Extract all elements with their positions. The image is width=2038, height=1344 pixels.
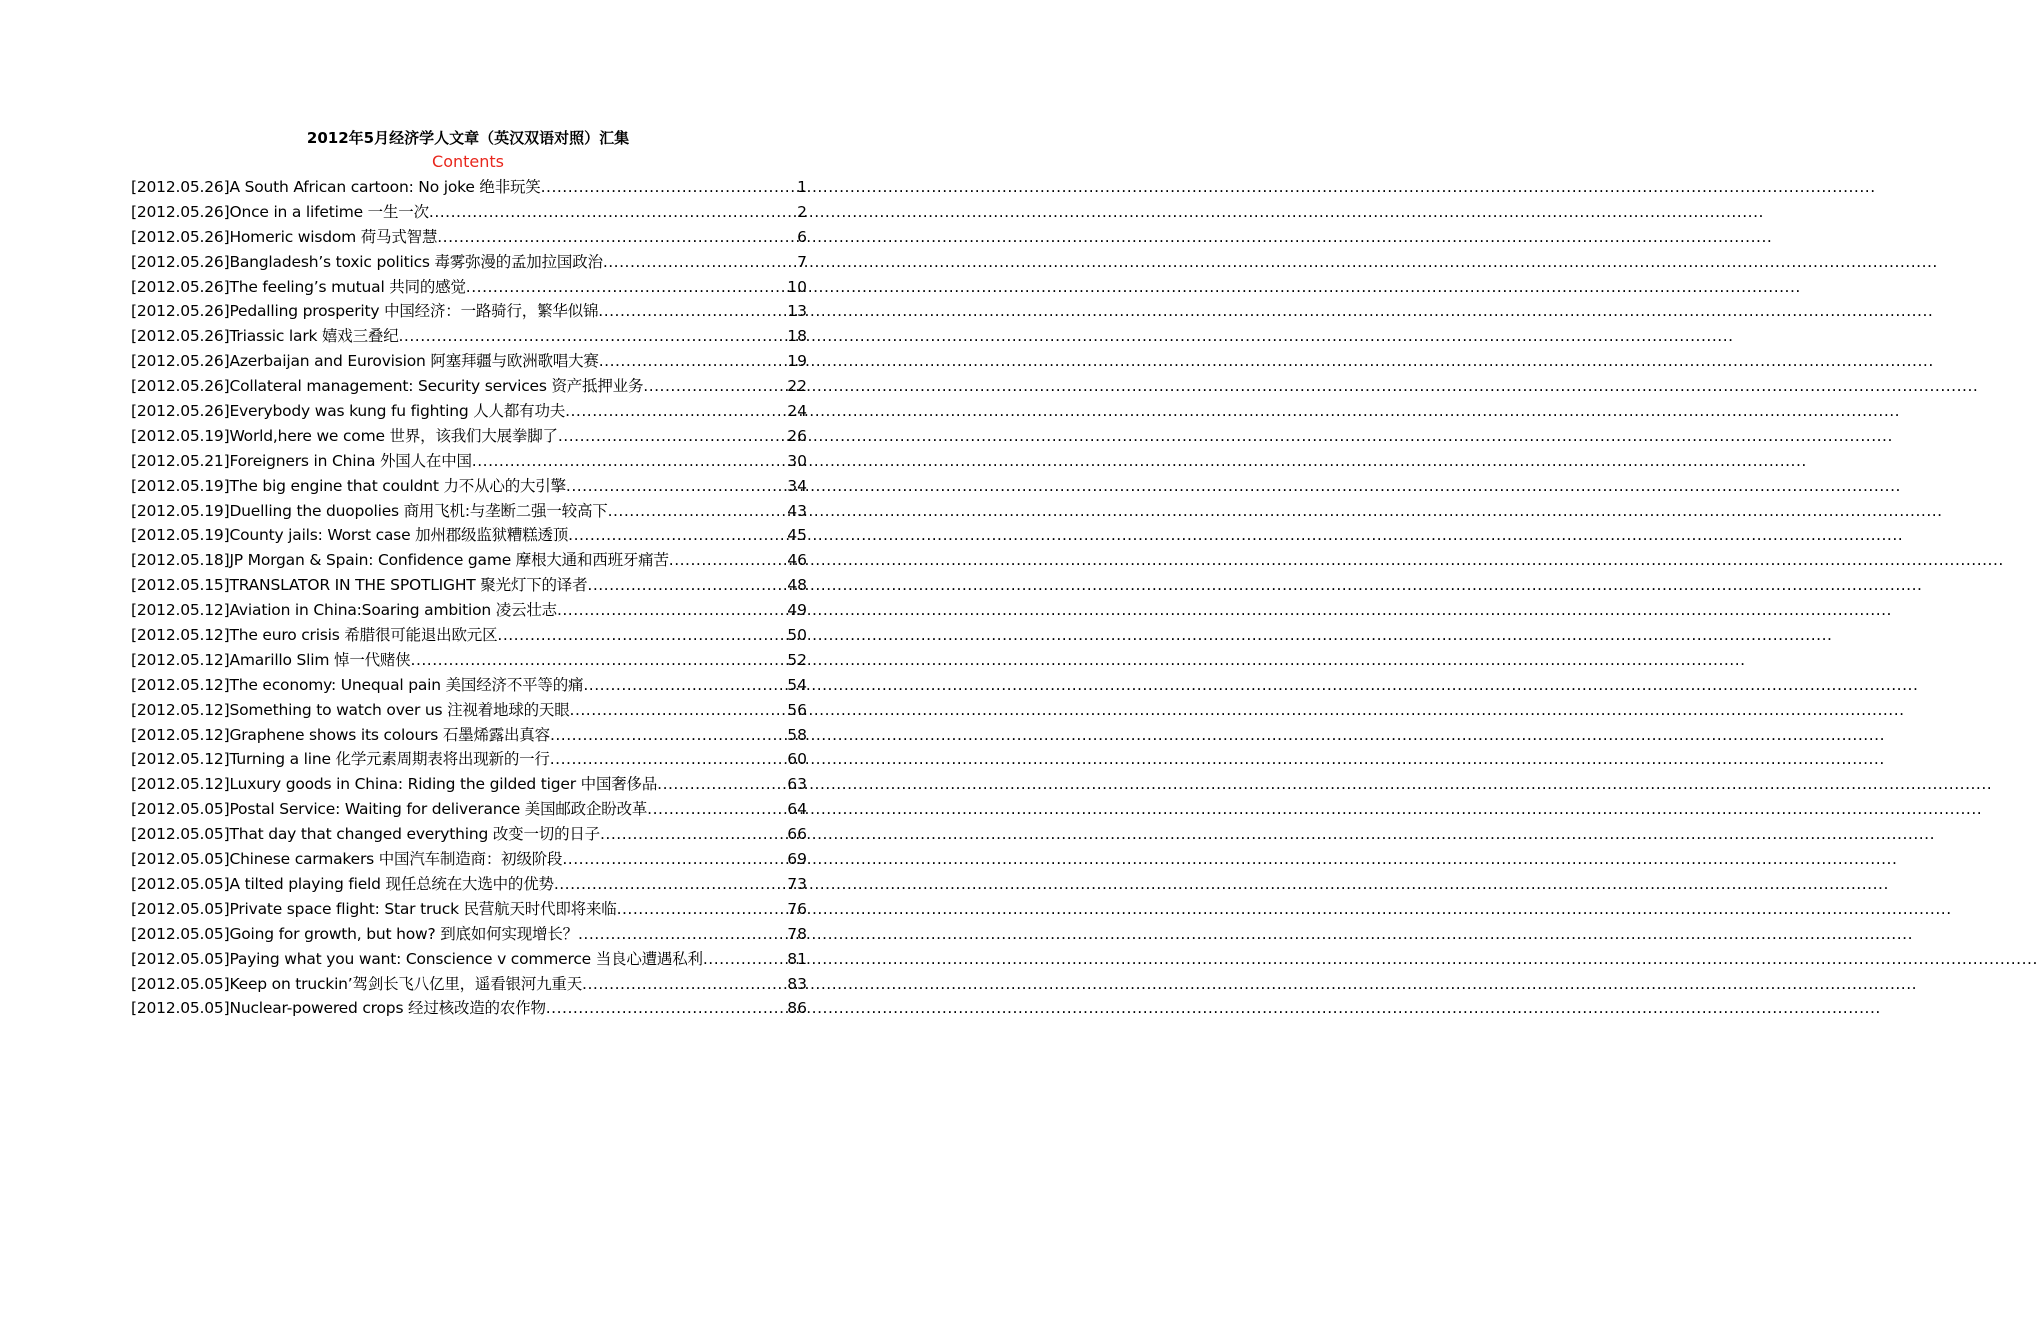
toc-entry-title: [2012.05.19]World,here we come 世界，该我们大展拳脚了 <box>131 426 558 445</box>
toc-entry[interactable] <box>131 200 807 225</box>
toc-entry-title: [2012.05.05]A tilted playing field 现任总统在大选中的优势 <box>131 874 554 893</box>
toc-entry[interactable] <box>131 424 807 449</box>
toc-dot-leader <box>565 399 786 424</box>
toc-page-number: 45 <box>787 526 807 545</box>
toc-entry-title: [2012.05.26]Bangladesh’s toxic politics 毒雾弥漫的孟加拉国政治 <box>131 252 603 271</box>
toc-entry[interactable] <box>131 947 807 972</box>
toc-entry-title: [2012.05.26]Once in a lifetime 一生一次 <box>131 202 429 221</box>
toc-dot-leader <box>550 747 787 772</box>
toc-dot-leader <box>566 474 786 499</box>
toc-entry[interactable] <box>131 499 807 524</box>
toc-dot-leader <box>583 673 786 698</box>
toc-entry-title: [2012.05.26]Azerbaijan and Eurovision 阿塞拜疆与欧洲歌唱大赛 <box>131 352 599 371</box>
toc-entry-title: [2012.05.26]Pedalling prosperity 中国经济：一路骑行，繁华似锦 <box>131 302 599 321</box>
toc-page-number: 58 <box>787 725 807 744</box>
document-title: 2012年5月经济学人文章（英汉双语对照）汇集 <box>306 129 630 147</box>
toc-dot-leader <box>608 499 787 524</box>
toc-entry-title: [2012.05.12]The economy: Unequal pain 美国经济不平等的痛 <box>131 675 584 694</box>
toc-entry[interactable] <box>131 623 807 648</box>
table-of-contents <box>131 175 807 1021</box>
toc-dot-leader <box>497 623 786 648</box>
toc-page-number: 69 <box>787 850 807 869</box>
toc-entry[interactable] <box>131 250 807 275</box>
toc-dot-leader <box>472 449 786 474</box>
toc-page-number: 7 <box>797 252 807 271</box>
document-page <box>0 0 950 1344</box>
toc-dot-leader <box>568 523 786 548</box>
toc-entry-title: [2012.05.05]Nuclear-powered crops 经过核改造的农作物 <box>131 999 546 1018</box>
toc-page-number: 48 <box>787 576 807 595</box>
toc-entry[interactable] <box>131 374 807 399</box>
toc-page-number: 81 <box>787 949 807 968</box>
toc-dot-leader <box>657 772 786 797</box>
toc-page-number: 24 <box>787 402 807 421</box>
toc-dot-leader <box>429 200 796 225</box>
toc-dot-leader <box>550 723 786 748</box>
toc-entry[interactable] <box>131 275 807 300</box>
toc-entry[interactable] <box>131 698 807 723</box>
toc-entry[interactable] <box>131 723 807 748</box>
toc-entry[interactable] <box>131 648 807 673</box>
toc-dot-leader <box>554 872 786 897</box>
toc-dot-leader <box>587 573 786 598</box>
toc-entry-title: [2012.05.19]The big engine that couldnt 力不从心的大引擎 <box>131 476 566 495</box>
toc-entry-title: [2012.05.12]Turning a line 化学元素周期表将出现新的一行 <box>131 750 550 769</box>
toc-entry[interactable] <box>131 822 807 847</box>
toc-page-number: 83 <box>787 974 807 993</box>
toc-entry[interactable] <box>131 349 807 374</box>
toc-page-number: 34 <box>787 476 807 495</box>
toc-dot-leader <box>558 424 786 449</box>
toc-entry-title: [2012.05.26]Collateral management: Security services 资产抵押业务 <box>131 377 644 396</box>
toc-page-number: 43 <box>787 501 807 520</box>
toc-entry[interactable] <box>131 474 807 499</box>
toc-entry[interactable] <box>131 847 807 872</box>
toc-dot-leader <box>703 947 786 972</box>
toc-entry[interactable] <box>131 175 807 200</box>
toc-page-number: 78 <box>787 924 807 943</box>
toc-entry[interactable] <box>131 324 807 349</box>
toc-page-number: 1 <box>797 178 807 196</box>
toc-page-number: 6 <box>797 227 807 246</box>
toc-page-number: 49 <box>787 601 807 620</box>
toc-entry[interactable] <box>131 747 807 772</box>
toc-dot-leader <box>598 299 786 324</box>
toc-dot-leader <box>466 275 786 300</box>
toc-entry[interactable] <box>131 897 807 922</box>
toc-dot-leader <box>603 250 796 275</box>
toc-entry[interactable] <box>131 598 807 623</box>
toc-entry[interactable] <box>131 225 807 250</box>
toc-entry-title: [2012.05.12]The euro crisis 希腊很可能退出欧元区 <box>131 626 498 645</box>
toc-page-number: 54 <box>787 675 807 694</box>
toc-page-number: 10 <box>787 277 807 296</box>
toc-entry[interactable] <box>131 523 807 548</box>
toc-dot-leader <box>643 374 786 399</box>
toc-page-number: 26 <box>787 426 807 445</box>
toc-entry-title: [2012.05.12]Aviation in China:Soaring ambition 凌云壮志 <box>131 601 557 620</box>
toc-entry-title: [2012.05.05]Keep on truckin’驾剑长飞八亿里，遥看银河九重天 <box>131 974 583 993</box>
toc-page-number: 64 <box>787 800 807 819</box>
toc-entry-title: [2012.05.05]Private space flight: Star truck 民营航天时代即将来临 <box>131 899 617 918</box>
toc-entry-title: [2012.05.26]Triassic lark 嬉戏三叠纪 <box>131 327 399 346</box>
toc-entry[interactable] <box>131 996 807 1021</box>
toc-entry-title: [2012.05.19]County jails: Worst case 加州郡级监狱糟糕透顶 <box>131 526 569 545</box>
toc-page-number: 18 <box>787 327 807 346</box>
toc-entry[interactable] <box>131 797 807 822</box>
toc-entry[interactable] <box>131 673 807 698</box>
toc-page-number: 86 <box>787 999 807 1018</box>
toc-dot-leader <box>399 324 787 349</box>
toc-page-number: 76 <box>787 899 807 918</box>
toc-page-number: 52 <box>787 650 807 669</box>
toc-dot-leader <box>541 175 797 200</box>
toc-page-number: 19 <box>787 352 807 371</box>
toc-entry-title: [2012.05.12]Amarillo Slim 悼一代赌侠 <box>131 650 411 669</box>
toc-entry-title: [2012.05.18]JP Morgan & Spain: Confidence game 摩根大通和西班牙痛苦 <box>131 551 669 570</box>
toc-page-number: 66 <box>787 825 807 844</box>
toc-entry-title: [2012.05.12]Graphene shows its colours 石墨烯露出真容 <box>131 725 550 744</box>
toc-entry[interactable] <box>131 972 807 997</box>
toc-entry-title: [2012.05.26]Homeric wisdom 荷马式智慧 <box>131 227 438 246</box>
toc-entry-title: [2012.05.05]Chinese carmakers 中国汽车制造商：初级阶段 <box>131 850 563 869</box>
toc-entry[interactable] <box>131 922 807 947</box>
toc-dot-leader <box>600 822 786 847</box>
toc-entry-title: [2012.05.19]Duelling the duopolies 商用飞机:与垄断二强一较高下 <box>131 501 608 520</box>
toc-dot-leader <box>411 648 787 673</box>
toc-page-number: 13 <box>787 302 807 321</box>
toc-page-number: 50 <box>787 626 807 645</box>
toc-entry[interactable] <box>131 399 807 424</box>
toc-entry-title: [2012.05.26]The feeling’s mutual 共同的感觉 <box>131 277 466 296</box>
toc-page-number: 30 <box>787 451 807 470</box>
toc-page-number: 63 <box>787 775 807 794</box>
toc-dot-leader <box>557 598 786 623</box>
toc-entry-title: [2012.05.05]Postal Service: Waiting for deliverance 美国邮政企盼改革 <box>131 800 648 819</box>
toc-entry[interactable] <box>131 772 807 797</box>
toc-dot-leader <box>617 897 787 922</box>
toc-entry[interactable] <box>131 299 807 324</box>
toc-entry-title: [2012.05.15]TRANSLATOR IN THE SPOTLIGHT 聚光灯下的译者 <box>131 576 588 595</box>
toc-entry-title: [2012.05.05]Paying what you want: Conscience v commerce 当良心遭遇私利 <box>131 949 703 968</box>
toc-entry[interactable] <box>131 548 807 573</box>
toc-entry-title: [2012.05.12]Something to watch over us 注视着地球的天眼 <box>131 700 570 719</box>
toc-dot-leader <box>546 996 787 1021</box>
toc-page-number: 46 <box>787 551 807 570</box>
contents-heading: Contents <box>432 152 504 171</box>
toc-dot-leader <box>647 797 786 822</box>
toc-dot-leader <box>562 847 786 872</box>
toc-entry-title: [2012.05.21]Foreigners in China 外国人在中国 <box>131 451 472 470</box>
toc-page-number: 22 <box>787 377 807 396</box>
toc-dot-leader <box>578 922 786 947</box>
toc-page-number: 60 <box>787 750 807 769</box>
toc-dot-leader <box>570 698 787 723</box>
toc-entry-title: [2012.05.05]Going for growth, but how? 到底如何实现增长？ <box>131 924 578 943</box>
toc-entry-title: [2012.05.26]A South African cartoon: No joke 绝非玩笑 <box>131 178 541 196</box>
toc-page-number: 2 <box>797 202 807 221</box>
toc-entry[interactable] <box>131 449 807 474</box>
toc-dot-leader <box>669 548 786 573</box>
toc-dot-leader <box>582 972 786 997</box>
toc-page-number: 56 <box>787 700 807 719</box>
toc-dot-leader <box>437 225 796 250</box>
toc-entry-title: [2012.05.12]Luxury goods in China: Riding the gilded tiger 中国奢侈品 <box>131 775 658 794</box>
toc-entry-title: [2012.05.05]That day that changed everything 改变一切的日子 <box>131 825 600 844</box>
toc-page-number: 73 <box>787 874 807 893</box>
toc-entry[interactable] <box>131 573 807 598</box>
toc-dot-leader <box>599 349 787 374</box>
toc-entry[interactable] <box>131 872 807 897</box>
toc-entry-title: [2012.05.26]Everybody was kung fu fighting 人人都有功夫 <box>131 402 566 421</box>
